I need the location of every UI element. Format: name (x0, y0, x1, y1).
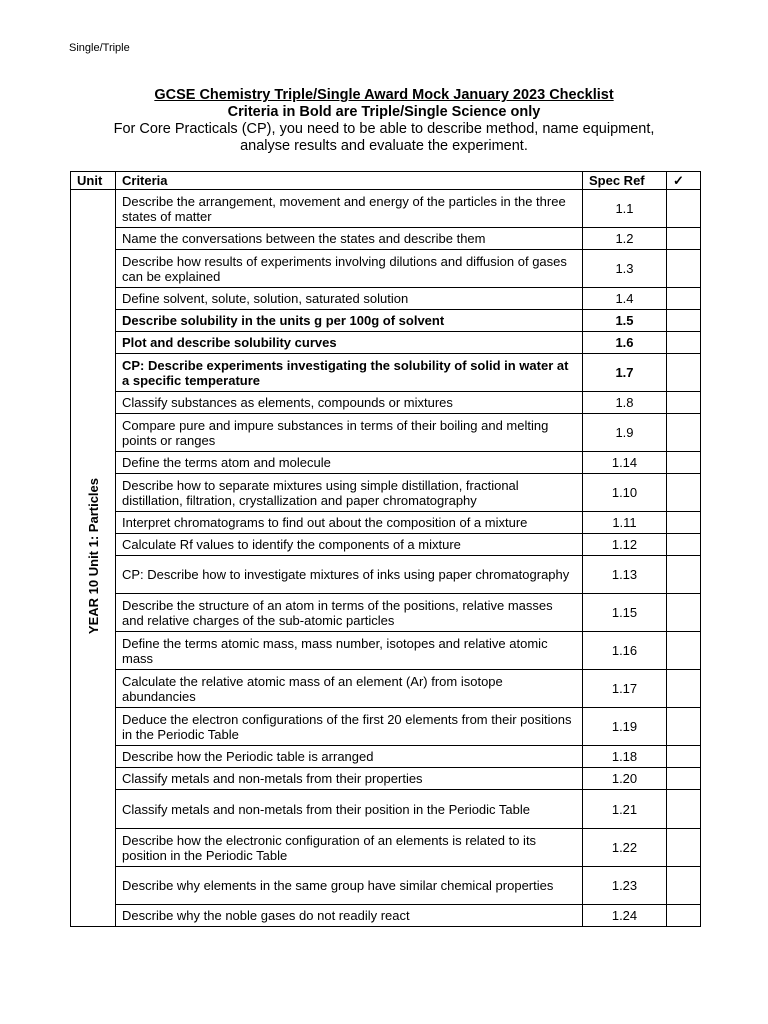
spec-ref-cell: 1.23 (583, 867, 667, 905)
table-row (71, 768, 701, 790)
criteria-cell: Name the conversations between the states and describe them (116, 228, 583, 250)
spec-ref-cell: 1.14 (583, 452, 667, 474)
tick-box-cell[interactable] (667, 474, 701, 512)
tick-box-cell[interactable] (667, 829, 701, 867)
spec-ref-cell: 1.15 (583, 594, 667, 632)
table-row (71, 250, 701, 288)
checklist-table (70, 171, 701, 927)
table-row (71, 632, 701, 670)
criteria-cell: CP: Describe experiments investigating the solubility of solid in water at a specific temperature (116, 354, 583, 392)
spec-ref-cell: 1.19 (583, 708, 667, 746)
criteria-cell: Compare pure and impure substances in terms of their boiling and melting points or ranges (116, 414, 583, 452)
tick-box-cell[interactable] (667, 867, 701, 905)
spec-ref-cell: 1.24 (583, 905, 667, 927)
tick-box-cell[interactable] (667, 392, 701, 414)
spec-ref-cell: 1.3 (583, 250, 667, 288)
tick-box-cell[interactable] (667, 452, 701, 474)
tick-box-cell[interactable] (667, 790, 701, 829)
criteria-cell: Interpret chromatograms to find out about the composition of a mixture (116, 512, 583, 534)
table-row (71, 746, 701, 768)
criteria-cell: Calculate Rf values to identify the components of a mixture (116, 534, 583, 556)
spec-ref-cell: 1.7 (583, 354, 667, 392)
tick-box-cell[interactable] (667, 632, 701, 670)
criteria-cell: Define the terms atom and molecule (116, 452, 583, 474)
tick-box-cell[interactable] (667, 250, 701, 288)
criteria-cell: Describe the structure of an atom in terms of the positions, relative masses and relative charges of the sub-atomic particles (116, 594, 583, 632)
spec-ref-cell: 1.10 (583, 474, 667, 512)
spec-ref-cell: 1.9 (583, 414, 667, 452)
spec-ref-cell: 1.6 (583, 332, 667, 354)
unit-label: YEAR 10 Unit 1: Particles (85, 478, 101, 635)
tick-box-cell[interactable] (667, 534, 701, 556)
tick-box-cell[interactable] (667, 594, 701, 632)
table-row (71, 594, 701, 632)
intro-line-2: analyse results and evaluate the experiment. (240, 138, 528, 154)
tick-box-cell[interactable] (667, 228, 701, 250)
spec-ref-cell: 1.8 (583, 392, 667, 414)
tick-box-cell[interactable] (667, 512, 701, 534)
spec-ref-cell: 1.21 (583, 790, 667, 829)
table-body (71, 190, 701, 927)
tick-box-cell[interactable] (667, 354, 701, 392)
spec-ref-cell: 1.16 (583, 632, 667, 670)
criteria-cell: Classify metals and non-metals from their properties (116, 768, 583, 790)
criteria-cell: Describe how the electronic configuration of an elements is related to its position in the Periodic Table (116, 829, 583, 867)
tick-box-cell[interactable] (667, 768, 701, 790)
tick-box-cell[interactable] (667, 414, 701, 452)
criteria-cell: Describe how results of experiments involving dilutions and diffusion of gases can be explained (116, 250, 583, 288)
spec-ref-cell: 1.20 (583, 768, 667, 790)
table-row (71, 670, 701, 708)
criteria-cell: CP: Describe how to investigate mixtures of inks using paper chromatography (116, 556, 583, 594)
document-title: GCSE Chemistry Triple/Single Award Mock January 2023 Checklist (154, 87, 614, 103)
tick-box-cell[interactable] (667, 332, 701, 354)
tick-box-cell[interactable] (667, 556, 701, 594)
criteria-cell: Define the terms atomic mass, mass number, isotopes and relative atomic mass (116, 632, 583, 670)
tick-box-cell[interactable] (667, 190, 701, 228)
header-label: Single/Triple (69, 42, 130, 54)
criteria-cell: Plot and describe solubility curves (116, 332, 583, 354)
tick-box-cell[interactable] (667, 746, 701, 768)
header-unit: Unit (71, 172, 116, 190)
tick-box-cell[interactable] (667, 670, 701, 708)
title-block (0, 87, 768, 155)
table-row (71, 228, 701, 250)
table-row (71, 414, 701, 452)
unit-cell (71, 190, 116, 927)
criteria-cell: Describe the arrangement, movement and energy of the particles in the three states of matter (116, 190, 583, 228)
spec-ref-cell: 1.12 (583, 534, 667, 556)
spec-ref-cell: 1.22 (583, 829, 667, 867)
spec-ref-cell: 1.2 (583, 228, 667, 250)
table-row (71, 288, 701, 310)
table-header-row (71, 172, 701, 190)
header-spec-ref: Spec Ref (583, 172, 667, 190)
table-row (71, 190, 701, 228)
spec-ref-cell: 1.1 (583, 190, 667, 228)
header-tick: ✓ (667, 172, 701, 190)
table-row (71, 708, 701, 746)
table-row (71, 332, 701, 354)
criteria-cell: Describe how the Periodic table is arranged (116, 746, 583, 768)
criteria-cell: Describe how to separate mixtures using simple distillation, fractional distillation, filtration, crystallization and paper chromatography (116, 474, 583, 512)
tick-box-cell[interactable] (667, 708, 701, 746)
criteria-cell: Deduce the electron configurations of the first 20 elements from their positions in the Periodic Table (116, 708, 583, 746)
spec-ref-cell: 1.18 (583, 746, 667, 768)
criteria-cell: Calculate the relative atomic mass of an element (Ar) from isotope abundancies (116, 670, 583, 708)
table-row (71, 534, 701, 556)
criteria-cell: Classify substances as elements, compounds or mixtures (116, 392, 583, 414)
tick-box-cell[interactable] (667, 288, 701, 310)
criteria-cell: Describe why the noble gases do not readily react (116, 905, 583, 927)
table-row (71, 829, 701, 867)
table-row (71, 392, 701, 414)
header-criteria: Criteria (116, 172, 583, 190)
spec-ref-cell: 1.5 (583, 310, 667, 332)
table-row (71, 452, 701, 474)
criteria-cell: Classify metals and non-metals from their position in the Periodic Table (116, 790, 583, 829)
tick-box-cell[interactable] (667, 905, 701, 927)
criteria-cell: Describe solubility in the units g per 100g of solvent (116, 310, 583, 332)
table-row (71, 310, 701, 332)
criteria-cell: Describe why elements in the same group have similar chemical properties (116, 867, 583, 905)
table-row (71, 474, 701, 512)
table-row (71, 354, 701, 392)
intro-line-1: For Core Practicals (CP), you need to be able to describe method, name equipment, (113, 121, 655, 137)
spec-ref-cell: 1.17 (583, 670, 667, 708)
table-row (71, 512, 701, 534)
tick-box-cell[interactable] (667, 310, 701, 332)
table-row (71, 790, 701, 829)
document-subtitle: Criteria in Bold are Triple/Single Science only (227, 104, 541, 120)
spec-ref-cell: 1.4 (583, 288, 667, 310)
table-row (71, 905, 701, 927)
criteria-cell: Define solvent, solute, solution, saturated solution (116, 288, 583, 310)
spec-ref-cell: 1.13 (583, 556, 667, 594)
table-row (71, 556, 701, 594)
table-row (71, 867, 701, 905)
spec-ref-cell: 1.11 (583, 512, 667, 534)
